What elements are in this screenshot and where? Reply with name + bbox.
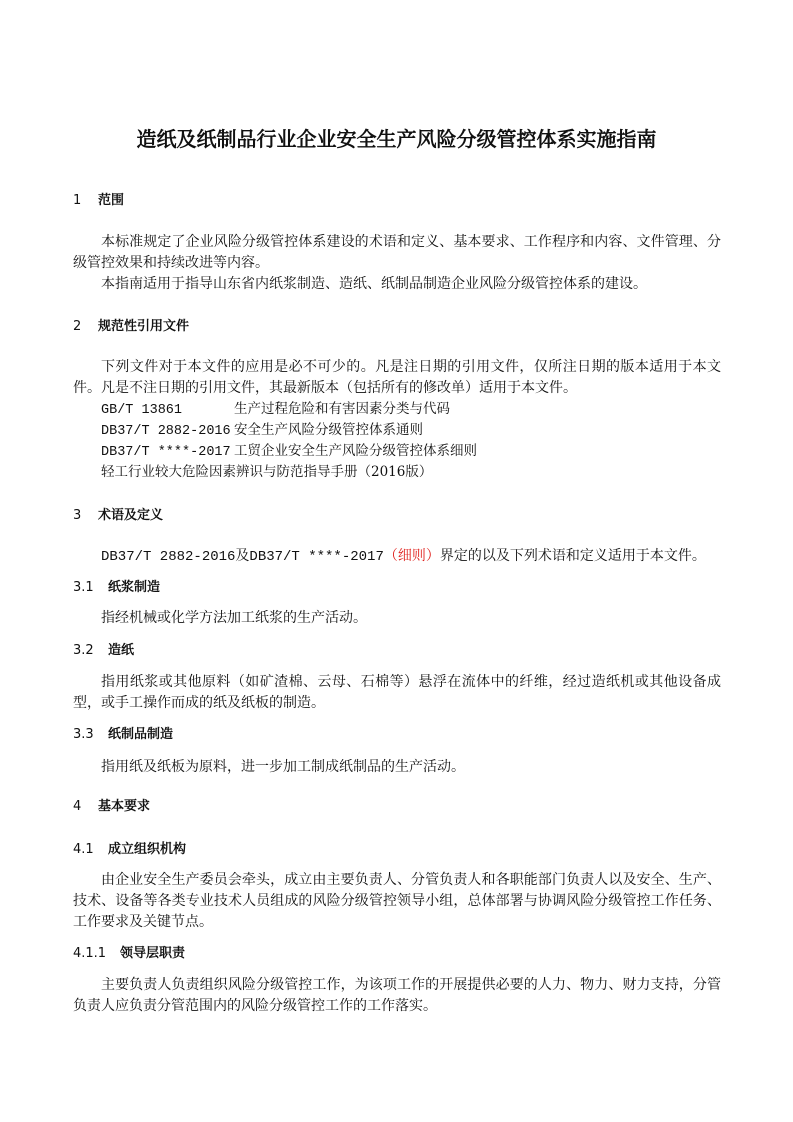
- section-number: 3: [73, 508, 82, 523]
- section-number: 4: [73, 799, 82, 814]
- paragraph: 指用纸浆或其他原料（如矿渣棉、云母、石棉等）悬浮在流体中的纤维，经过造纸机或其他设备成型，或手工操作而成的纸及纸板的制造。: [73, 674, 721, 711]
- section-heading-1: [73, 190, 721, 211]
- document-title: 造纸及纸制品行业企业安全生产风险分级管控体系实施指南: [136, 127, 657, 151]
- section-number: 3.2: [73, 643, 94, 658]
- section-heading-4: [73, 796, 721, 817]
- section-title: 规范性引用文件: [98, 319, 190, 334]
- section-heading-2: [73, 316, 721, 337]
- section-number: 2: [73, 319, 82, 334]
- paragraph: 本标准规定了企业风险分级管控体系建设的术语和定义、基本要求、工作程序和内容、文件管理、分级管控效果和持续改进等内容。: [73, 234, 721, 271]
- standard-codes: DB37/T 2882-2016及DB37/T ****-2017: [101, 549, 384, 565]
- section-title: 成立组织机构: [108, 842, 187, 857]
- section-number: 3.1: [73, 580, 94, 595]
- reference-name: 安全生产风险分级管控体系通则: [234, 422, 423, 438]
- section-heading-3: [73, 505, 721, 526]
- section-title: 纸制品制造: [108, 727, 174, 742]
- section-title: 范围: [98, 193, 125, 208]
- subsection-heading-4-1-1: [73, 943, 721, 964]
- reference-code: GB/T 13861: [101, 403, 183, 418]
- section-number: 1: [73, 193, 82, 208]
- paragraph: 由企业安全生产委员会牵头，成立由主要负责人、分管负责人和各职能部门负责人以及安全、生产、技术、设备等各类专业技术人员组成的风险分级管控领导小组，总体部署与协调风险分级管控工作任务、工作要求及关键节点。: [73, 872, 721, 930]
- section-number: 3.3: [73, 727, 94, 742]
- subsection-heading-3-1: [73, 577, 721, 598]
- reference-item: 轻工行业较大危险因素辨识与防范指导手册（2016版）: [101, 464, 433, 480]
- section-title: 领导层职责: [120, 946, 186, 961]
- section-title: 造纸: [108, 643, 135, 658]
- highlighted-note: （细则）: [383, 548, 440, 564]
- section-title: 术语及定义: [98, 508, 164, 523]
- paragraph: [73, 546, 721, 568]
- reference-item: [101, 441, 721, 463]
- paragraph: 下列文件对于本文件的应用是必不可少的。凡是注日期的引用文件，仅所注日期的版本适用于本文件。凡是不注日期的引用文件，其最新版本（包括所有的修改单）适用于本文件。: [73, 359, 721, 396]
- paragraph: 指用纸及纸板为原料，进一步加工制成纸制品的生产活动。: [101, 759, 465, 775]
- paragraph-text: 界定的以及下列术语和定义适用于本文件。: [439, 548, 706, 564]
- reference-code: DB37/T ****-2017: [101, 445, 231, 460]
- subsection-heading-3-2: [73, 640, 721, 661]
- reference-item: [101, 399, 721, 421]
- section-number: 4.1: [73, 842, 94, 857]
- reference-item: [101, 420, 721, 442]
- paragraph: 指经机械或化学方法加工纸浆的生产活动。: [101, 610, 367, 626]
- section-title: 基本要求: [98, 799, 151, 814]
- paragraph: 主要负责人负责组织风险分级管控工作，为该项工作的开展提供必要的人力、物力、财力支持，分管负责人应负责分管范围内的风险分级管控工作的工作落实。: [73, 977, 721, 1014]
- section-number: 4.1.1: [73, 946, 107, 961]
- reference-code: DB37/T 2882-2016: [101, 424, 231, 439]
- subsection-heading-3-3: [73, 724, 721, 745]
- section-title: 纸浆制造: [108, 580, 161, 595]
- subsection-heading-4-1: [73, 839, 721, 860]
- reference-name: 生产过程危险和有害因素分类与代码: [234, 401, 450, 417]
- reference-name: 工贸企业安全生产风险分级管控体系细则: [234, 443, 477, 459]
- paragraph: 本指南适用于指导山东省内纸浆制造、造纸、纸制品制造企业风险分级管控体系的建设。: [101, 276, 647, 292]
